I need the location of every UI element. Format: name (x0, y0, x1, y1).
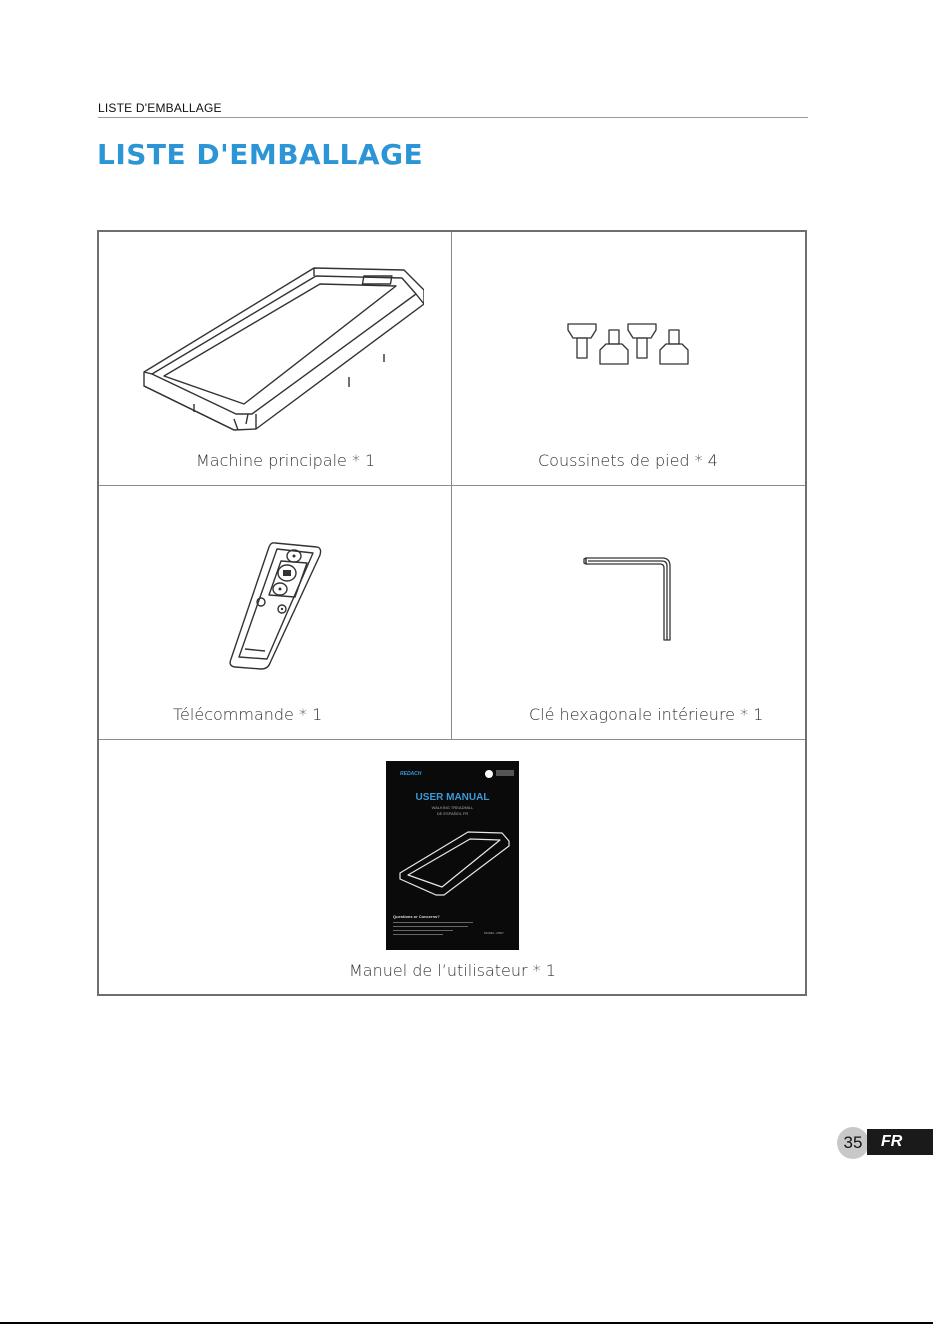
manual-text-line (393, 934, 443, 935)
manual-text-line (393, 930, 453, 931)
manual-brand: REDACH (400, 771, 422, 777)
item-cell-manual (99, 740, 805, 994)
manual-cover-subtitle: WALKING TREADMILL (431, 805, 474, 810)
caption-remote: Télécommande * 1 (173, 705, 323, 724)
manual-badge-label (496, 770, 514, 776)
caption-manual: Manuel de l’utilisateur * 1 (349, 961, 556, 980)
user-manual-illustration (386, 761, 519, 950)
running-header: LISTE D'EMBALLAGE (98, 101, 808, 118)
manual-badge-icon (485, 770, 493, 778)
hex-key-illustration (582, 552, 682, 647)
item-cell-foot-pads (452, 232, 805, 486)
caption-foot-pads: Coussinets de pied * 4 (538, 451, 718, 470)
caption-machine: Machine principale * 1 (196, 451, 376, 470)
remote-control-illustration (225, 539, 325, 674)
treadmill-illustration (134, 264, 424, 439)
manual-questions: Questions or Concerns? (393, 914, 440, 919)
manual-cover-subtitle-2: DE ESPAÑOL FR (436, 811, 469, 816)
item-cell-hex-key (452, 486, 805, 740)
item-cell-machine (99, 232, 452, 486)
manual-model: MODEL: M847 (484, 931, 504, 935)
page-title: LISTE D'EMBALLAGE (97, 138, 424, 171)
item-cell-remote (99, 486, 452, 740)
page-number: 35 (837, 1127, 869, 1159)
manual-cover-title: USER MANUAL (415, 792, 490, 803)
manual-text-line (393, 926, 468, 927)
manual-text-line (393, 922, 473, 923)
caption-hex-key: Clé hexagonale intérieure * 1 (529, 705, 764, 724)
language-tab: FR (867, 1129, 933, 1155)
manual-treadmill-icon (396, 829, 511, 899)
packing-list-grid (97, 230, 807, 996)
foot-pads-illustration (566, 320, 690, 370)
